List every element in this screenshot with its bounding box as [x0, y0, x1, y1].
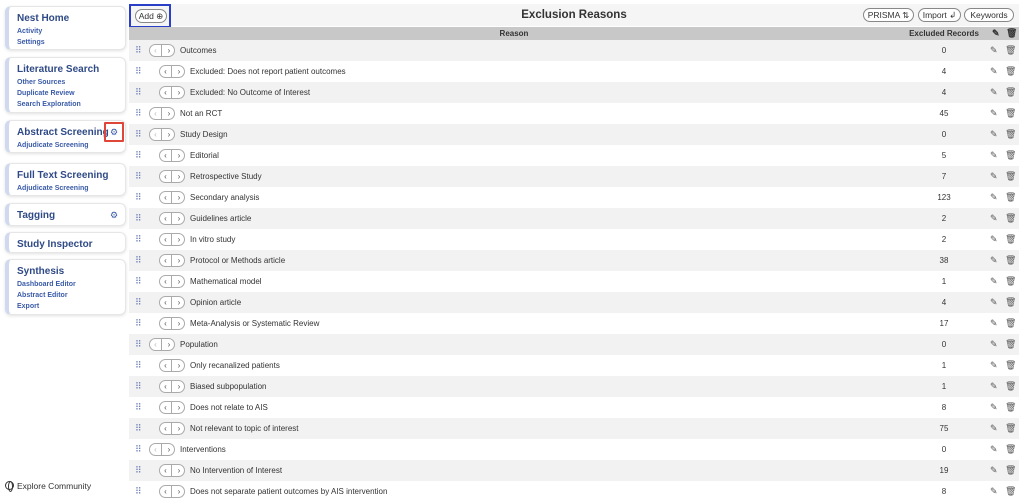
indent-controls — [159, 359, 185, 372]
drag-handle-icon[interactable]: ⠿ — [135, 129, 141, 139]
table-header — [129, 27, 1019, 40]
reason-label: Biased subpopulation — [190, 382, 267, 391]
reason-label: Interventions — [180, 445, 226, 454]
delete-trash-icon[interactable]: 🗑 — [1005, 108, 1017, 118]
indent-controls — [159, 254, 185, 267]
reason-label: Protocol or Methods article — [190, 256, 286, 265]
drag-handle-icon[interactable]: ⠿ — [135, 402, 141, 412]
indent-chevron-right-icon[interactable]: › — [177, 466, 181, 475]
drag-handle-icon[interactable]: ⠿ — [135, 213, 141, 223]
delete-trash-icon[interactable]: 🗑 — [1005, 297, 1017, 307]
nav-title-tagging[interactable]: Tagging — [17, 210, 56, 221]
indent-controls — [149, 107, 175, 120]
nav-card-tagging — [5, 203, 126, 226]
table-row — [129, 481, 1019, 499]
column-header-reason[interactable]: Reason — [499, 29, 529, 38]
indent-chevron-right-icon[interactable]: › — [177, 151, 181, 160]
edit-pencil-icon[interactable]: ✎ — [990, 171, 998, 181]
excluded-count: 2 — [941, 214, 947, 223]
outdent-chevron-left-icon[interactable]: ‹ — [150, 129, 162, 140]
globe-icon — [5, 481, 14, 490]
table-row — [129, 124, 1019, 145]
nav-title-literature-search[interactable]: Literature Search — [17, 64, 100, 75]
nav-card-study-inspector — [5, 232, 126, 253]
delete-trash-icon[interactable]: 🗑 — [1005, 423, 1017, 433]
drag-handle-icon[interactable]: ⠿ — [135, 318, 141, 328]
edit-pencil-icon[interactable]: ✎ — [990, 108, 998, 118]
excluded-count: 7 — [941, 172, 947, 181]
page-title: Exclusion Reasons — [521, 9, 627, 21]
excluded-count: 4 — [941, 67, 947, 76]
table-row — [129, 187, 1019, 208]
column-header-excluded-records[interactable]: Excluded Records — [909, 29, 979, 38]
indent-chevron-right-icon[interactable]: › — [177, 361, 181, 370]
keywords-button[interactable]: Keywords — [964, 8, 1014, 22]
reason-label: Does not relate to AIS — [190, 403, 268, 412]
indent-chevron-right-icon[interactable]: › — [177, 403, 181, 412]
drag-handle-icon[interactable]: ⠿ — [135, 381, 141, 391]
reason-label: Outcomes — [180, 46, 217, 55]
indent-chevron-right-icon[interactable]: › — [167, 445, 171, 454]
indent-controls — [159, 380, 185, 393]
excluded-count: 4 — [941, 88, 947, 97]
indent-chevron-right-icon[interactable]: › — [167, 340, 171, 349]
drag-handle-icon[interactable]: ⠿ — [135, 234, 141, 244]
table-row — [129, 439, 1019, 460]
table-row — [129, 376, 1019, 397]
indent-chevron-right-icon[interactable]: › — [177, 172, 181, 181]
edit-pencil-icon[interactable]: ✎ — [990, 192, 998, 202]
nav-title-full-text-screening[interactable]: Full Text Screening — [17, 170, 109, 181]
edit-pencil-icon[interactable]: ✎ — [990, 66, 998, 76]
indent-controls — [159, 296, 185, 309]
outdent-chevron-left-icon[interactable]: ‹ — [160, 213, 172, 224]
edit-pencil-icon[interactable]: ✎ — [990, 318, 998, 328]
delete-trash-icon[interactable]: 🗑 — [1005, 255, 1017, 265]
indent-controls — [149, 44, 175, 57]
delete-trash-icon[interactable]: 🗑 — [1005, 339, 1017, 349]
indent-controls — [159, 65, 185, 78]
indent-controls — [159, 401, 185, 414]
pencil-icon: ✎ — [992, 28, 1000, 38]
reason-label: Study Design — [180, 130, 228, 139]
nav-link-abstract-editor[interactable]: Abstract Editor — [17, 292, 68, 299]
delete-trash-icon[interactable]: 🗑 — [1005, 486, 1017, 496]
nav-card-nest-home — [5, 6, 126, 50]
nav-card-synthesis — [5, 259, 126, 315]
delete-trash-icon[interactable]: 🗑 — [1005, 171, 1017, 181]
indent-chevron-right-icon[interactable]: › — [177, 193, 181, 202]
indent-controls — [159, 275, 185, 288]
drag-handle-icon[interactable]: ⠿ — [135, 192, 141, 202]
indent-controls — [159, 464, 185, 477]
explore-community-label: Explore Community — [17, 481, 92, 491]
delete-trash-icon[interactable]: 🗑 — [1005, 66, 1017, 76]
excluded-count: 5 — [941, 151, 947, 160]
indent-controls — [159, 191, 185, 204]
drag-handle-icon[interactable]: ⠿ — [135, 444, 141, 454]
drag-handle-icon[interactable]: ⠿ — [135, 171, 141, 181]
edit-pencil-icon[interactable]: ✎ — [990, 423, 998, 433]
reason-label: Editorial — [190, 151, 219, 160]
table-row — [129, 418, 1019, 439]
drag-handle-icon[interactable]: ⠿ — [135, 423, 141, 433]
delete-trash-icon[interactable]: 🗑 — [1005, 465, 1017, 475]
nav-card-literature-search — [5, 57, 126, 113]
edit-pencil-icon[interactable]: ✎ — [990, 255, 998, 265]
reason-label: In vitro study — [190, 235, 236, 244]
reason-label: Population — [180, 340, 218, 349]
table-row — [129, 334, 1019, 355]
add-button[interactable]: Add ⊕ — [135, 9, 167, 23]
nav-link-dashboard-editor[interactable]: Dashboard Editor — [17, 281, 76, 288]
outdent-chevron-left-icon[interactable]: ‹ — [160, 150, 172, 161]
indent-chevron-right-icon[interactable]: › — [167, 130, 171, 139]
indent-controls — [159, 422, 185, 435]
nav-link-duplicate-review[interactable]: Duplicate Review — [17, 90, 75, 97]
drag-handle-icon[interactable]: ⠿ — [135, 360, 141, 370]
indent-controls — [149, 128, 175, 141]
reason-label: Secondary analysis — [190, 193, 260, 202]
excluded-count: 8 — [941, 403, 947, 412]
table-row — [129, 103, 1019, 124]
excluded-count: 0 — [941, 340, 947, 349]
nav-title-synthesis[interactable]: Synthesis — [17, 266, 65, 277]
outdent-chevron-left-icon[interactable]: ‹ — [160, 234, 172, 245]
edit-pencil-icon[interactable]: ✎ — [990, 381, 998, 391]
indent-chevron-right-icon[interactable]: › — [177, 424, 181, 433]
nav-link-adjudicate-screening[interactable]: Adjudicate Screening — [17, 142, 89, 149]
drag-handle-icon[interactable]: ⠿ — [135, 486, 141, 496]
table-row — [129, 229, 1019, 250]
indent-controls — [149, 338, 175, 351]
table-row — [129, 460, 1019, 481]
excluded-count: 0 — [941, 130, 947, 139]
outdent-chevron-left-icon[interactable]: ‹ — [150, 339, 162, 350]
drag-handle-icon[interactable]: ⠿ — [135, 297, 141, 307]
indent-controls — [159, 485, 185, 498]
edit-pencil-icon[interactable]: ✎ — [990, 402, 998, 412]
gear-icon[interactable]: ⚙ — [110, 210, 119, 220]
reason-label: Opinion article — [190, 298, 242, 307]
edit-pencil-icon[interactable]: ✎ — [990, 465, 998, 475]
excluded-count: 45 — [939, 109, 949, 118]
table-row — [129, 61, 1019, 82]
indent-chevron-right-icon[interactable]: › — [177, 235, 181, 244]
drag-handle-icon[interactable]: ⠿ — [135, 150, 141, 160]
delete-trash-icon[interactable]: 🗑 — [1005, 360, 1017, 370]
excluded-count: 75 — [939, 424, 949, 433]
reasons-table-body — [129, 40, 1019, 499]
delete-trash-icon[interactable]: 🗑 — [1005, 192, 1017, 202]
excluded-count: 4 — [941, 298, 947, 307]
nav-link-adjudicate-screening-fulltext[interactable]: Adjudicate Screening — [17, 185, 89, 192]
edit-pencil-icon[interactable]: ✎ — [990, 486, 998, 496]
sidebar — [0, 0, 128, 499]
indent-chevron-right-icon[interactable]: › — [177, 88, 181, 97]
indent-controls — [159, 149, 185, 162]
trash-icon: 🗑 — [1006, 28, 1018, 38]
outdent-chevron-left-icon[interactable]: ‹ — [160, 171, 172, 182]
indent-chevron-right-icon[interactable]: › — [177, 319, 181, 328]
reason-label: Excluded: Does not report patient outcomes — [190, 67, 346, 76]
excluded-count: 2 — [941, 235, 947, 244]
table-row — [129, 292, 1019, 313]
delete-trash-icon[interactable]: 🗑 — [1005, 318, 1017, 328]
add-button-highlight — [129, 4, 171, 28]
indent-chevron-right-icon[interactable]: › — [167, 46, 171, 55]
outdent-chevron-left-icon[interactable]: ‹ — [160, 360, 172, 371]
indent-chevron-right-icon[interactable]: › — [177, 256, 181, 265]
table-row — [129, 166, 1019, 187]
delete-trash-icon[interactable]: 🗑 — [1005, 45, 1017, 55]
edit-pencil-icon[interactable]: ✎ — [990, 444, 998, 454]
nav-link-settings[interactable]: Settings — [17, 39, 45, 46]
drag-handle-icon[interactable]: ⠿ — [135, 87, 141, 97]
reason-label: Excluded: No Outcome of Interest — [190, 88, 311, 97]
excluded-count: 0 — [941, 445, 947, 454]
excluded-count: 1 — [941, 382, 947, 391]
outdent-chevron-left-icon[interactable]: ‹ — [160, 423, 172, 434]
drag-handle-icon[interactable]: ⠿ — [135, 339, 141, 349]
delete-trash-icon[interactable]: 🗑 — [1005, 87, 1017, 97]
delete-trash-icon[interactable]: 🗑 — [1005, 129, 1017, 139]
indent-chevron-right-icon[interactable]: › — [177, 214, 181, 223]
excluded-count: 0 — [941, 46, 947, 55]
indent-chevron-right-icon[interactable]: › — [177, 277, 181, 286]
outdent-chevron-left-icon[interactable]: ‹ — [150, 444, 162, 455]
indent-chevron-right-icon[interactable]: › — [177, 67, 181, 76]
edit-pencil-icon[interactable]: ✎ — [990, 234, 998, 244]
indent-controls — [159, 233, 185, 246]
main-panel — [129, 0, 1019, 499]
table-row — [129, 355, 1019, 376]
reason-label: Only recanalized patients — [190, 361, 280, 370]
nav-title-study-inspector[interactable]: Study Inspector — [17, 239, 93, 250]
drag-handle-icon[interactable]: ⠿ — [135, 45, 141, 55]
drag-handle-icon[interactable]: ⠿ — [135, 465, 141, 475]
outdent-chevron-left-icon[interactable]: ‹ — [160, 276, 172, 287]
nav-link-search-exploration[interactable]: Search Exploration — [17, 101, 81, 108]
edit-pencil-icon[interactable]: ✎ — [990, 339, 998, 349]
drag-handle-icon[interactable]: ⠿ — [135, 276, 141, 286]
reason-label: Not relevant to topic of interest — [190, 424, 299, 433]
table-row — [129, 250, 1019, 271]
edit-pencil-icon[interactable]: ✎ — [990, 129, 998, 139]
table-row — [129, 271, 1019, 292]
outdent-chevron-left-icon[interactable]: ‹ — [160, 465, 172, 476]
indent-chevron-right-icon[interactable]: › — [167, 109, 171, 118]
outdent-chevron-left-icon[interactable]: ‹ — [160, 381, 172, 392]
indent-chevron-right-icon[interactable]: › — [177, 487, 181, 496]
table-row — [129, 397, 1019, 418]
nav-title-abstract-screening[interactable]: Abstract Screening — [17, 127, 109, 138]
delete-trash-icon[interactable]: 🗑 — [1005, 213, 1017, 223]
delete-trash-icon[interactable]: 🗑 — [1005, 381, 1017, 391]
table-row — [129, 82, 1019, 103]
gear-icon[interactable]: ⚙ — [110, 127, 119, 137]
indent-controls — [159, 170, 185, 183]
edit-pencil-icon[interactable]: ✎ — [990, 45, 998, 55]
indent-chevron-right-icon[interactable]: › — [177, 382, 181, 391]
excluded-count: 8 — [941, 487, 947, 496]
prisma-button[interactable]: PRISMA ⇅ — [863, 8, 914, 22]
reason-label: Not an RCT — [180, 109, 223, 118]
outdent-chevron-left-icon[interactable]: ‹ — [160, 402, 172, 413]
reason-label: Does not separate patient outcomes by AIS intervention — [190, 487, 388, 496]
outdent-chevron-left-icon[interactable]: ‹ — [160, 66, 172, 77]
explore-community-link[interactable] — [5, 481, 91, 491]
nav-link-activity[interactable]: Activity — [17, 28, 43, 35]
table-row — [129, 208, 1019, 229]
excluded-count: 1 — [941, 361, 947, 370]
delete-trash-icon[interactable]: 🗑 — [1005, 276, 1017, 286]
drag-handle-icon[interactable]: ⠿ — [135, 108, 141, 118]
edit-pencil-icon[interactable]: ✎ — [990, 87, 998, 97]
import-button[interactable]: Import ↲ — [918, 8, 961, 22]
reason-label: Retrospective Study — [190, 172, 262, 181]
edit-pencil-icon[interactable]: ✎ — [990, 360, 998, 370]
indent-controls — [159, 212, 185, 225]
table-row — [129, 145, 1019, 166]
indent-chevron-right-icon[interactable]: › — [177, 298, 181, 307]
outdent-chevron-left-icon[interactable]: ‹ — [160, 318, 172, 329]
edit-pencil-icon[interactable]: ✎ — [990, 276, 998, 286]
indent-controls — [149, 443, 175, 456]
nav-link-other-sources[interactable]: Other Sources — [17, 79, 66, 86]
excluded-count: 1 — [941, 277, 947, 286]
delete-trash-icon[interactable]: 🗑 — [1005, 444, 1017, 454]
delete-trash-icon[interactable]: 🗑 — [1005, 150, 1017, 160]
table-row — [129, 313, 1019, 334]
nav-title-nest-home[interactable]: Nest Home — [17, 13, 70, 24]
outdent-chevron-left-icon[interactable]: ‹ — [150, 108, 162, 119]
outdent-chevron-left-icon[interactable]: ‹ — [160, 255, 172, 266]
edit-pencil-icon[interactable]: ✎ — [990, 150, 998, 160]
reason-label: Mathematical model — [190, 277, 262, 286]
edit-pencil-icon[interactable]: ✎ — [990, 297, 998, 307]
table-row — [129, 40, 1019, 61]
excluded-count: 19 — [939, 466, 949, 475]
nav-card-full-text-screening — [5, 163, 126, 196]
indent-controls — [159, 86, 185, 99]
delete-trash-icon[interactable]: 🗑 — [1005, 402, 1017, 412]
excluded-count: 123 — [937, 193, 951, 202]
indent-controls — [159, 317, 185, 330]
outdent-chevron-left-icon[interactable]: ‹ — [160, 486, 172, 497]
delete-trash-icon[interactable]: 🗑 — [1005, 234, 1017, 244]
drag-handle-icon[interactable]: ⠿ — [135, 255, 141, 265]
excluded-count: 17 — [939, 319, 949, 328]
outdent-chevron-left-icon[interactable]: ‹ — [160, 192, 172, 203]
reason-label: Meta-Analysis or Systematic Review — [190, 319, 320, 328]
drag-handle-icon[interactable]: ⠿ — [135, 66, 141, 76]
reason-label: Guidelines article — [190, 214, 252, 223]
outdent-chevron-left-icon[interactable]: ‹ — [160, 87, 172, 98]
edit-pencil-icon[interactable]: ✎ — [990, 213, 998, 223]
excluded-count: 38 — [939, 256, 949, 265]
nav-link-export[interactable]: Export — [17, 303, 40, 310]
outdent-chevron-left-icon[interactable]: ‹ — [160, 297, 172, 308]
reason-label: No Intervention of Interest — [190, 466, 283, 475]
outdent-chevron-left-icon[interactable]: ‹ — [150, 45, 162, 56]
